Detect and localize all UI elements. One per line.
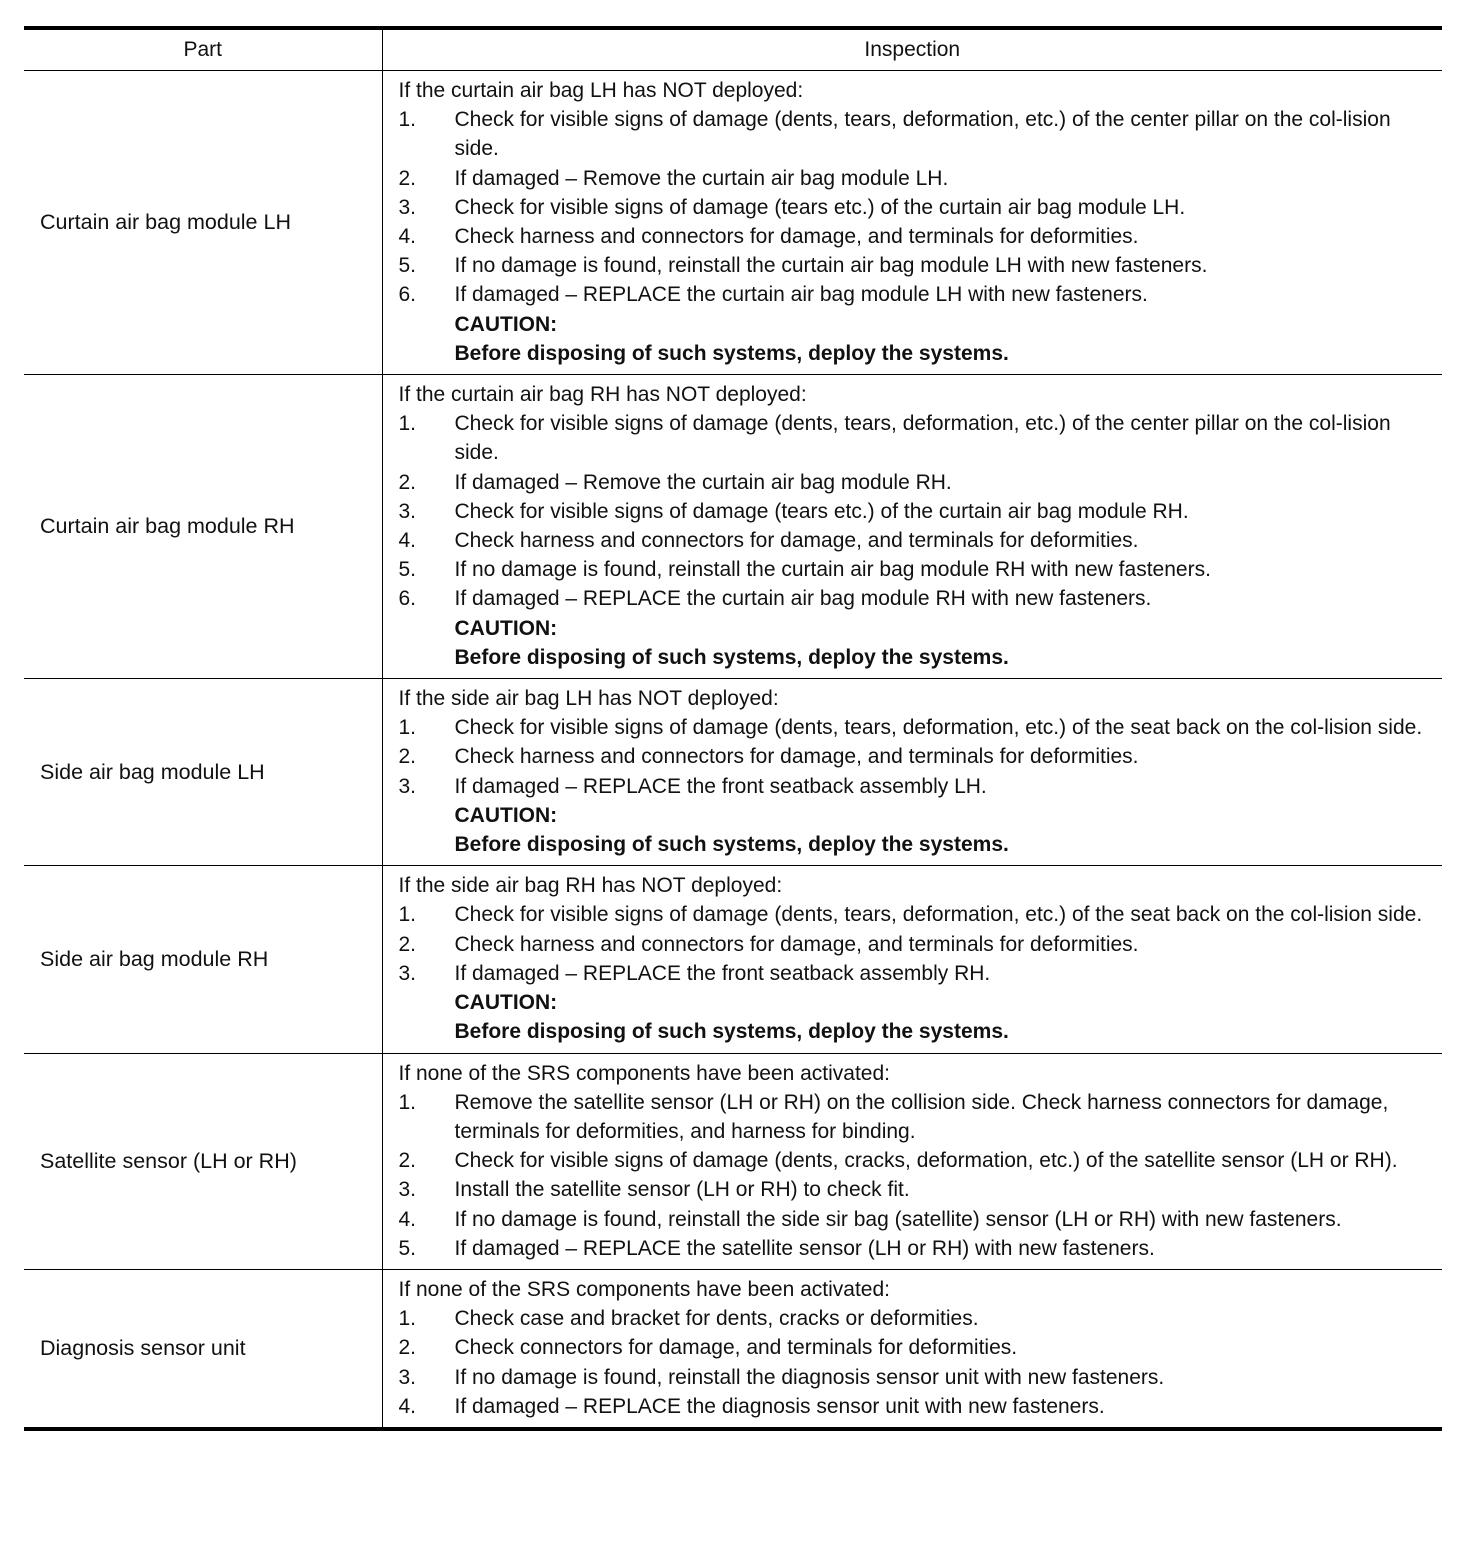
inspection-cell bbox=[382, 375, 1442, 679]
step-number: 1. bbox=[398, 903, 417, 927]
step-number: 2. bbox=[398, 1336, 417, 1360]
step-number: 3. bbox=[398, 195, 417, 219]
table-row bbox=[24, 679, 1442, 866]
inspection-cell bbox=[382, 71, 1442, 375]
caution-title: CAUTION: bbox=[454, 312, 558, 336]
step-item bbox=[399, 555, 1435, 584]
step-text: Check for visible signs of damage (dents, tears, deformation, etc.) of the center pillar on the col-lision side. bbox=[454, 412, 1391, 465]
step-text: If no damage is found, reinstall the side sir bag (satellite) sensor (LH or RH) with new fasteners. bbox=[454, 1207, 1342, 1231]
step-number: 2. bbox=[398, 470, 417, 494]
step-number: 1. bbox=[398, 108, 417, 132]
caution-title: CAUTION: bbox=[454, 616, 558, 640]
step-item bbox=[399, 526, 1435, 555]
inspection-cell bbox=[382, 1053, 1442, 1269]
part-name: Curtain air bag module LH bbox=[24, 71, 382, 375]
step-text: Check harness and connectors for damage, and terminals for deformities. bbox=[454, 529, 1139, 553]
inspection-cell bbox=[382, 866, 1442, 1053]
step-item bbox=[399, 1363, 1435, 1392]
inspection-intro: If the side air bag RH has NOT deployed: bbox=[398, 874, 783, 898]
step-number: 4. bbox=[398, 1394, 417, 1418]
step-text: Check for visible signs of damage (dents, tears, deformation, etc.) of the seat back on the col-lision side. bbox=[454, 716, 1423, 740]
step-list bbox=[399, 105, 1435, 309]
step-number: 1. bbox=[398, 1090, 417, 1114]
step-number: 5. bbox=[398, 558, 417, 582]
step-item bbox=[399, 280, 1435, 309]
table-row bbox=[24, 866, 1442, 1053]
step-text: Check for visible signs of damage (dents, tears, deformation, etc.) of the center pillar on the col-lision side. bbox=[454, 108, 1391, 161]
step-text: If damaged – REPLACE the front seatback assembly LH. bbox=[454, 774, 987, 798]
part-name: Satellite sensor (LH or RH) bbox=[24, 1053, 382, 1269]
table-row bbox=[24, 71, 1442, 375]
step-number: 6. bbox=[398, 587, 417, 611]
step-item bbox=[399, 251, 1435, 280]
step-item bbox=[399, 497, 1435, 526]
step-text: If damaged – REPLACE the front seatback assembly RH. bbox=[454, 961, 991, 985]
step-item bbox=[399, 930, 1435, 959]
step-item bbox=[399, 713, 1435, 742]
step-number: 1. bbox=[398, 412, 417, 436]
table-header-row bbox=[24, 28, 1442, 71]
step-item bbox=[399, 1234, 1435, 1263]
inspection-intro: If none of the SRS components have been activated: bbox=[398, 1061, 890, 1085]
step-text: Check case and bracket for dents, cracks or deformities. bbox=[454, 1307, 979, 1331]
step-item bbox=[399, 959, 1435, 988]
step-list bbox=[399, 1088, 1435, 1263]
step-number: 5. bbox=[398, 1236, 417, 1260]
step-text: Remove the satellite sensor (LH or RH) on the collision side. Check harness connectors for damage, terminals for deformities, and harness for binding. bbox=[454, 1090, 1389, 1143]
inspection-intro: If none of the SRS components have been activated: bbox=[398, 1277, 890, 1301]
step-text: If damaged – Remove the curtain air bag module LH. bbox=[454, 166, 949, 190]
step-text: Install the satellite sensor (LH or RH) to check fit. bbox=[454, 1178, 910, 1202]
step-item bbox=[399, 1392, 1435, 1421]
step-text: Check for visible signs of damage (dents, tears, deformation, etc.) of the seat back on the col-lision side. bbox=[454, 903, 1423, 927]
step-list bbox=[399, 1304, 1435, 1421]
step-item bbox=[399, 164, 1435, 193]
step-text: If damaged – REPLACE the curtain air bag module LH with new fasteners. bbox=[454, 283, 1148, 307]
step-list bbox=[399, 900, 1435, 988]
step-item bbox=[399, 584, 1435, 613]
part-name: Diagnosis sensor unit bbox=[24, 1269, 382, 1429]
step-number: 3. bbox=[398, 1365, 417, 1389]
caution-title: CAUTION: bbox=[454, 803, 558, 827]
step-item bbox=[399, 742, 1435, 771]
step-item bbox=[399, 1175, 1435, 1204]
step-item bbox=[399, 222, 1435, 251]
caution-text: Before disposing of such systems, deploy the systems. bbox=[454, 833, 1009, 857]
step-text: If damaged – REPLACE the curtain air bag module RH with new fasteners. bbox=[454, 587, 1152, 611]
step-item bbox=[399, 409, 1435, 467]
step-text: If damaged – Remove the curtain air bag module RH. bbox=[454, 470, 952, 494]
step-text: Check connectors for damage, and terminals for deformities. bbox=[454, 1336, 1018, 1360]
step-item bbox=[399, 772, 1435, 801]
step-text: Check for visible signs of damage (tears etc.) of the curtain air bag module LH. bbox=[454, 195, 1186, 219]
step-number: 4. bbox=[398, 225, 417, 249]
column-header-inspection: Inspection bbox=[382, 28, 1442, 71]
step-text: Check harness and connectors for damage, and terminals for deformities. bbox=[454, 225, 1139, 249]
table-row bbox=[24, 1053, 1442, 1269]
step-text: If no damage is found, reinstall the curtain air bag module RH with new fasteners. bbox=[454, 558, 1211, 582]
inspection-intro: If the side air bag LH has NOT deployed: bbox=[398, 687, 779, 711]
step-number: 3. bbox=[398, 1178, 417, 1202]
inspection-table bbox=[24, 26, 1442, 1431]
step-list bbox=[399, 409, 1435, 613]
part-name: Side air bag module LH bbox=[24, 679, 382, 866]
step-list bbox=[399, 713, 1435, 801]
step-item bbox=[399, 1146, 1435, 1175]
step-item bbox=[399, 468, 1435, 497]
step-number: 4. bbox=[398, 1207, 417, 1231]
step-number: 6. bbox=[398, 283, 417, 307]
step-number: 1. bbox=[398, 716, 417, 740]
step-number: 1. bbox=[398, 1307, 417, 1331]
part-name: Curtain air bag module RH bbox=[24, 375, 382, 679]
step-item bbox=[399, 105, 1435, 163]
step-item bbox=[399, 1304, 1435, 1333]
table-row bbox=[24, 1269, 1442, 1429]
step-item bbox=[399, 1205, 1435, 1234]
inspection-cell bbox=[382, 1269, 1442, 1429]
step-number: 2. bbox=[398, 166, 417, 190]
step-number: 2. bbox=[398, 745, 417, 769]
table-row bbox=[24, 375, 1442, 679]
caution-text: Before disposing of such systems, deploy the systems. bbox=[454, 645, 1009, 669]
column-header-part: Part bbox=[24, 28, 382, 71]
step-number: 4. bbox=[398, 529, 417, 553]
step-number: 2. bbox=[398, 1149, 417, 1173]
step-text: If damaged – REPLACE the satellite sensor (LH or RH) with new fasteners. bbox=[454, 1236, 1155, 1260]
step-text: If no damage is found, reinstall the diagnosis sensor unit with new fasteners. bbox=[454, 1365, 1165, 1389]
caution-text: Before disposing of such systems, deploy the systems. bbox=[454, 341, 1009, 365]
step-number: 3. bbox=[398, 499, 417, 523]
inspection-intro: If the curtain air bag RH has NOT deployed: bbox=[398, 383, 807, 407]
step-number: 3. bbox=[398, 774, 417, 798]
step-number: 2. bbox=[398, 932, 417, 956]
caution-title: CAUTION: bbox=[454, 991, 558, 1015]
step-item bbox=[399, 193, 1435, 222]
step-number: 5. bbox=[398, 254, 417, 278]
step-item bbox=[399, 900, 1435, 929]
inspection-cell bbox=[382, 679, 1442, 866]
step-text: If damaged – REPLACE the diagnosis sensor unit with new fasteners. bbox=[454, 1394, 1105, 1418]
caution-text: Before disposing of such systems, deploy the systems. bbox=[454, 1020, 1009, 1044]
step-item bbox=[399, 1088, 1435, 1146]
step-text: If no damage is found, reinstall the curtain air bag module LH with new fasteners. bbox=[454, 254, 1208, 278]
step-text: Check harness and connectors for damage, and terminals for deformities. bbox=[454, 745, 1139, 769]
inspection-intro: If the curtain air bag LH has NOT deployed: bbox=[398, 79, 804, 102]
step-text: Check harness and connectors for damage, and terminals for deformities. bbox=[454, 932, 1139, 956]
step-number: 3. bbox=[398, 961, 417, 985]
part-name: Side air bag module RH bbox=[24, 866, 382, 1053]
step-item bbox=[399, 1333, 1435, 1362]
step-text: Check for visible signs of damage (tears etc.) of the curtain air bag module RH. bbox=[454, 499, 1189, 523]
step-text: Check for visible signs of damage (dents, cracks, deformation, etc.) of the satellite sensor (LH or RH). bbox=[454, 1149, 1398, 1173]
